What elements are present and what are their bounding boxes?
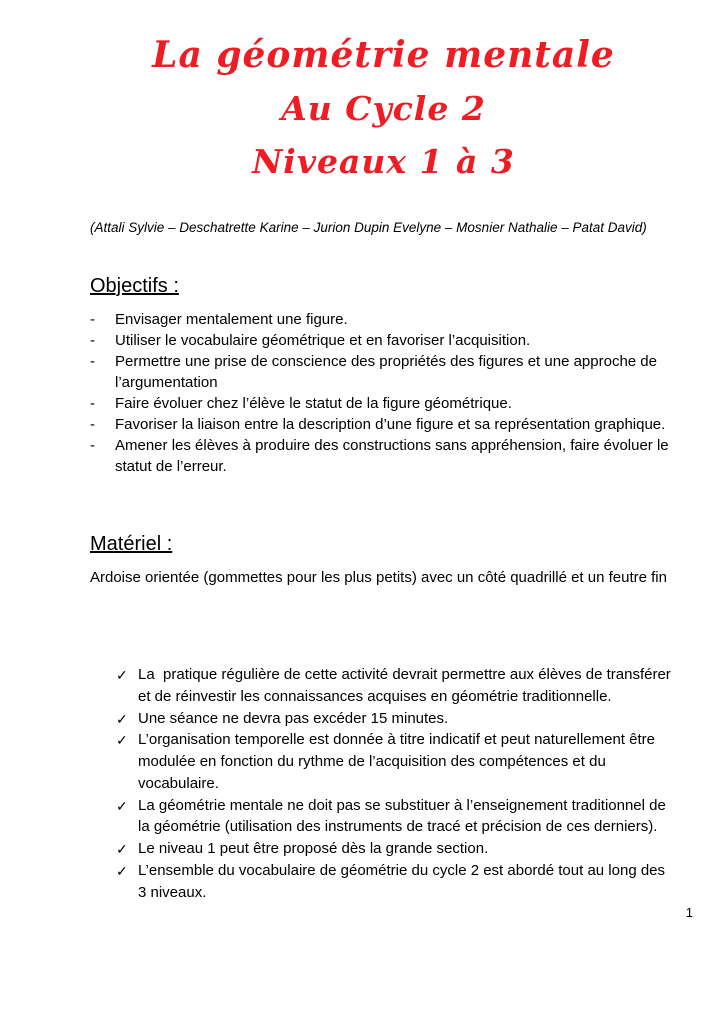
list-item-text: Le niveau 1 peut être proposé dès la grande section. <box>138 840 489 858</box>
title-line-2: Au Cycle 2 <box>281 89 486 128</box>
check-icon: ✓ <box>116 841 128 858</box>
list-item <box>90 414 677 435</box>
list-item <box>116 860 677 904</box>
authors-line: (Attali Sylvie – Deschatrette Karine – Jurion Dupin Evelyne – Mosnier Nathalie – Patat David) <box>90 219 647 235</box>
materiel-heading: Matériel : <box>90 533 173 556</box>
list-item-text: Favoriser la liaison entre la description d’une figure et sa représentation graphique. <box>115 416 666 434</box>
list-item-text: L’ensemble du vocabulaire de géométrie du cycle 2 est abordé tout au long des 3 niveaux. <box>138 861 670 901</box>
list-item <box>90 435 677 477</box>
check-icon: ✓ <box>116 862 128 879</box>
check-icon: ✓ <box>116 732 128 749</box>
list-item-text: Amener les élèves à produire des constructions sans appréhension, faire évoluer le statut de l’erreur. <box>115 437 673 476</box>
check-icon: ✓ <box>116 667 128 684</box>
list-item <box>116 664 677 708</box>
list-item-text: Une séance ne devra pas excéder 15 minutes. <box>138 709 449 727</box>
dash-marker: - <box>90 437 95 455</box>
objectifs-list <box>90 309 677 477</box>
list-item-text: Faire évoluer chez l’élève le statut de la figure géométrique. <box>115 395 512 413</box>
list-item-text: L’organisation temporelle est donnée à titre indicatif et peut naturellement être modulée en fonction du rythme de l’acquisition des compétences et du vocabulaire. <box>138 731 660 792</box>
dash-marker: - <box>90 311 95 329</box>
dash-marker: - <box>90 353 95 371</box>
list-item <box>90 393 677 414</box>
list-item-text: La géométrie mentale ne doit pas se substituer à l’enseignement traditionnel de la géométrie (utilisation des instruments de tracé et précision de ces derniers). <box>138 796 670 836</box>
title-line-1: La géométrie mentale <box>152 34 615 76</box>
list-item <box>90 330 677 351</box>
list-item-text: Envisager mentalement une figure. <box>115 311 348 329</box>
title-line-3: Niveaux 1 à 3 <box>252 142 515 182</box>
list-item-text: Utiliser le vocabulaire géométrique et en favoriser l’acquisition. <box>115 332 531 350</box>
list-item <box>116 708 677 730</box>
dash-marker: - <box>90 395 95 413</box>
list-item <box>116 729 677 794</box>
list-item <box>90 351 677 393</box>
dash-marker: - <box>90 416 95 434</box>
list-item <box>116 838 677 860</box>
list-item <box>116 795 677 839</box>
list-item-text: La pratique régulière de cette activité devrait permettre aux élèves de transférer et de réinvestir les connaissances acquises en géométrie traditionnelle. <box>138 666 675 705</box>
notes-list <box>116 664 677 903</box>
page-number: 1 <box>685 905 693 920</box>
check-icon: ✓ <box>116 710 128 727</box>
dash-marker: - <box>90 332 95 350</box>
check-icon: ✓ <box>116 797 128 814</box>
materiel-text: Ardoise orientée (gommettes pour les plus petits) avec un côté quadrillé et un feutre fin <box>90 569 667 587</box>
list-item <box>90 309 677 330</box>
document-title <box>90 28 677 189</box>
list-item-text: Permettre une prise de conscience des propriétés des figures et une approche de l’argumentation <box>115 353 662 392</box>
objectifs-heading: Objectifs : <box>90 275 179 298</box>
